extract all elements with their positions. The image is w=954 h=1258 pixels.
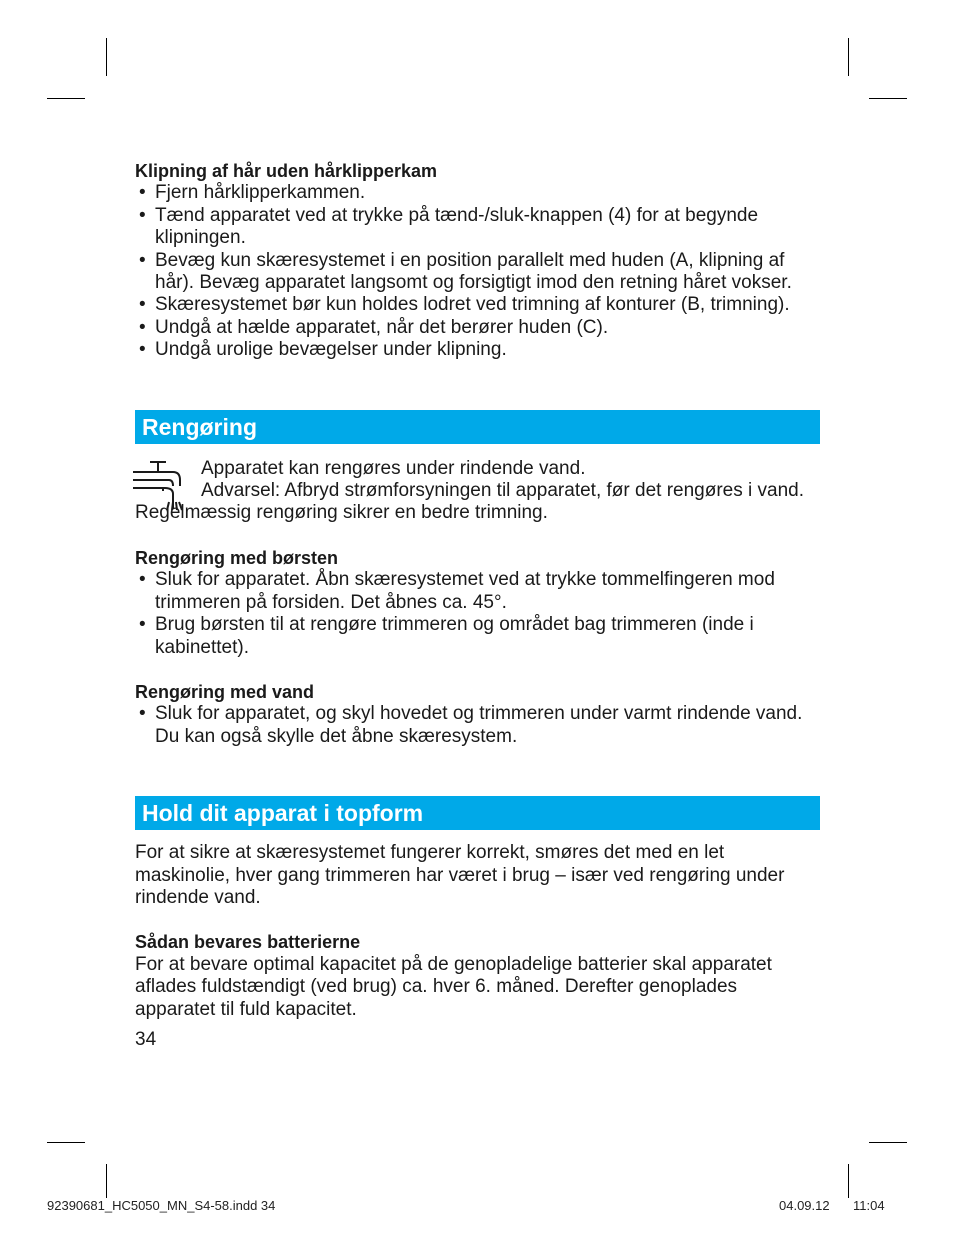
list-item: • Fjern hårklipperkammen. <box>135 182 820 204</box>
footer-file: 92390681_HC5050_MN_S4-58.indd 34 <box>47 1198 276 1213</box>
section-heading-borsten: Rengøring med børsten <box>135 547 339 568</box>
section-heading-batterier: Sådan bevares batterierne <box>135 932 361 953</box>
footer-date: 04.09.12 <box>779 1198 830 1213</box>
page-content <box>135 160 820 1051</box>
water-tap-icon <box>133 460 183 512</box>
crop-mark <box>869 1142 907 1143</box>
section-bar-topform: Hold dit apparat i topform <box>135 796 820 830</box>
paragraph: Regelmæssig rengøring sikrer en bedre trimning. <box>135 502 548 524</box>
paragraph: For at bevare optimal kapacitet på de genopladelige batterier skal apparatet aflades fuldstændigt (ved brug) ca. hver 6. måned. Derefter genoplades apparatet til fuld kapacitet. <box>135 953 772 1020</box>
crop-mark <box>47 1142 85 1143</box>
list-item: • Undgå urolige bevægelser under klipning. <box>135 339 820 361</box>
page-number: 34 <box>135 1028 157 1050</box>
water-cleaning-notice: Apparatet kan rengøres under rindende vand. Advarsel: Afbryd strømforsyningen til apparatet, før det rengøres i vand. <box>201 457 804 502</box>
tap-notice <box>135 458 820 503</box>
list-item: • Undgå at hælde apparatet, når det berører huden (C). <box>135 317 820 339</box>
section-heading-klipning: Klipning af hår uden hårklipperkam <box>135 161 438 181</box>
list-item: • Brug børsten til at rengøre trimmeren og området bag trimmeren (inde i kabinettet). <box>135 614 820 659</box>
bullet-list-vand <box>135 703 820 748</box>
list-item: • Sluk for apparatet. Åbn skæresystemet ved at trykke tommelfingeren mod trimmeren på forsiden. Det åbnes ca. 45°. <box>135 569 820 614</box>
crop-mark <box>106 1164 107 1198</box>
crop-mark <box>848 38 849 76</box>
section-heading-vand: Rengøring med vand <box>135 681 315 702</box>
list-item: • Skæresystemet bør kun holdes lodret ved trimning af konturer (B, trimning). <box>135 294 820 316</box>
list-item: • Sluk for apparatet, og skyl hovedet og trimmeren under varmt rindende vand. Du kan også skylle det åbne skæresystem. <box>135 703 820 748</box>
footer-time: 11:04 <box>853 1198 885 1213</box>
bullet-list-klipning <box>135 182 820 361</box>
crop-mark <box>869 98 907 99</box>
section-bar-rengoring: Rengøring <box>135 410 820 444</box>
crop-mark <box>848 1164 849 1198</box>
crop-mark <box>106 38 107 76</box>
bullet-list-borsten <box>135 569 820 659</box>
list-item: • Tænd apparatet ved at trykke på tænd-/sluk-knappen (4) for at begynde klipningen. <box>135 205 820 250</box>
crop-mark <box>47 98 85 99</box>
paragraph: For at sikre at skæresystemet fungerer korrekt, smøres det med en let maskinolie, hver gang trimmeren har været i brug – især ved rengøring under rindende vand. <box>135 842 785 908</box>
list-item: • Bevæg kun skæresystemet i en position parallelt med huden (A, klipning af hår). Bevæg apparatet langsomt og forsigtigt imod den retning håret vokser. <box>135 250 820 295</box>
